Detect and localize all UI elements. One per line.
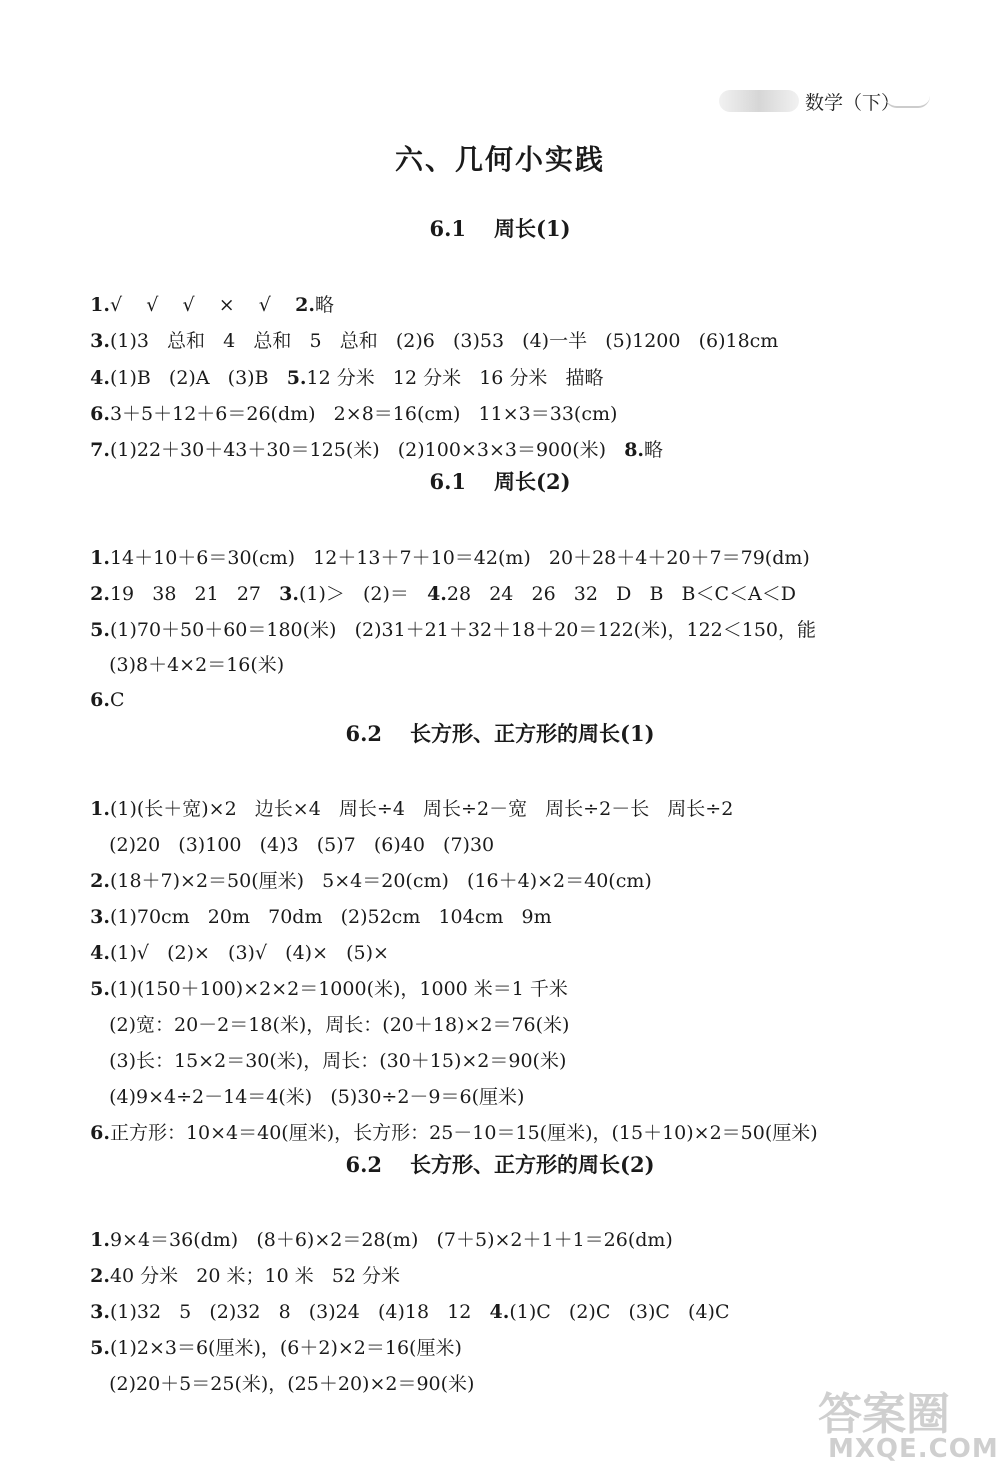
decorative-swoosh bbox=[885, 96, 930, 108]
answer-line: 1.9×4＝36(dm) (8＋6)×2＝28(m) (7＋5)×2＋1＋1＝26(dm) bbox=[90, 1229, 673, 1251]
answer-line: (2)宽：20－2＝18(米)，周长：(20＋18)×2＝76(米) bbox=[109, 1014, 570, 1036]
answer-line: 7.(1)22＋30＋43＋30＝125(米) (2)100×3×3＝900(米) 8.略 bbox=[90, 439, 664, 461]
answer-line: 4.(1)B (2)A (3)B 5.12 分米 12 分米 16 分米 描略 bbox=[90, 367, 604, 389]
answer-line: 4.(1)√ (2)× (3)√ (4)× (5)× bbox=[90, 942, 389, 964]
chapter-title: 六、几何小实践 bbox=[394, 143, 605, 176]
answer-line: 6.正方形：10×4＝40(厘米)，长方形：25－10＝15(厘米)，(15＋10)×2＝50(厘米) bbox=[90, 1122, 818, 1144]
answer-line: (3)长：15×2＝30(米)，周长：(30＋15)×2＝90(米) bbox=[109, 1050, 567, 1072]
answer-line: 1.√ √ √ × √ 2.略 bbox=[90, 294, 334, 316]
answer-line: 5.(1)70＋50＋60＝180(米) (2)31＋21＋32＋18＋20＝122(米)，122＜150，能 bbox=[90, 619, 817, 641]
answer-line: (2)20＋5＝25(米)，(25＋20)×2＝90(米) bbox=[109, 1373, 475, 1395]
header-subject: 数学（下） bbox=[805, 92, 901, 114]
answer-line: 3.(1)70cm 20m 70dm (2)52cm 104cm 9m bbox=[90, 906, 552, 928]
section-title: 6.2 长方形、正方形的周长(2) bbox=[345, 1152, 655, 1177]
answer-line: 6.3＋5＋12＋6＝26(dm) 2×8＝16(cm) 11×3＝33(cm) bbox=[90, 403, 618, 425]
answer-line: 2.40 分米 20 米；10 米 52 分米 bbox=[90, 1265, 401, 1287]
answer-line: 2.19 38 21 27 3.(1)＞ (2)＝ 4.28 24 26 32 D B B＜C＜A＜D bbox=[90, 583, 796, 605]
answer-line: 5.(1)2×3＝6(厘米)，(6＋2)×2＝16(厘米) bbox=[90, 1337, 462, 1359]
section-title: 6.1 周长(1) bbox=[429, 216, 571, 241]
answer-line: (2)20 (3)100 (4)3 (5)7 (6)40 (7)30 bbox=[109, 834, 495, 856]
watermark-url: MXQE.COM bbox=[828, 1434, 999, 1464]
answer-line: (4)9×4÷2－14＝4(米) (5)30÷2－9＝6(厘米) bbox=[109, 1086, 525, 1108]
answer-line: 5.(1)(150＋100)×2×2＝1000(米)，1000 米＝1 千米 bbox=[90, 978, 568, 1000]
answer-line: (3)8＋4×2＝16(米) bbox=[109, 654, 285, 676]
answer-line: 2.(18＋7)×2＝50(厘米) 5×4＝20(cm) (16＋4)×2＝40(cm) bbox=[90, 870, 652, 892]
answer-line: 1.14＋10＋6＝30(cm) 12＋13＋7＋10＝42(m) 20＋28＋4＋20＋7＝79(dm) bbox=[90, 547, 810, 569]
book-logo bbox=[719, 90, 799, 112]
answer-line: 6.C bbox=[90, 689, 125, 711]
answer-line: 1.(1)(长＋宽)×2 边长×4 周长÷4 周长÷2－宽 周长÷2－长 周长÷2 bbox=[90, 798, 734, 820]
answer-line: 3.(1)32 5 (2)32 8 (3)24 (4)18 12 4.(1)C (2)C (3)C (4)C bbox=[90, 1301, 730, 1323]
header-tag bbox=[715, 86, 930, 116]
watermark-logo bbox=[818, 1378, 999, 1468]
section-title: 6.2 长方形、正方形的周长(1) bbox=[345, 721, 655, 746]
watermark-text: 答案圈 bbox=[818, 1389, 950, 1440]
answer-line: 3.(1)3 总和 4 总和 5 总和 (2)6 (3)53 (4)一半 (5)1200 (6)18cm bbox=[90, 330, 779, 352]
section-title: 6.1 周长(2) bbox=[429, 469, 571, 494]
